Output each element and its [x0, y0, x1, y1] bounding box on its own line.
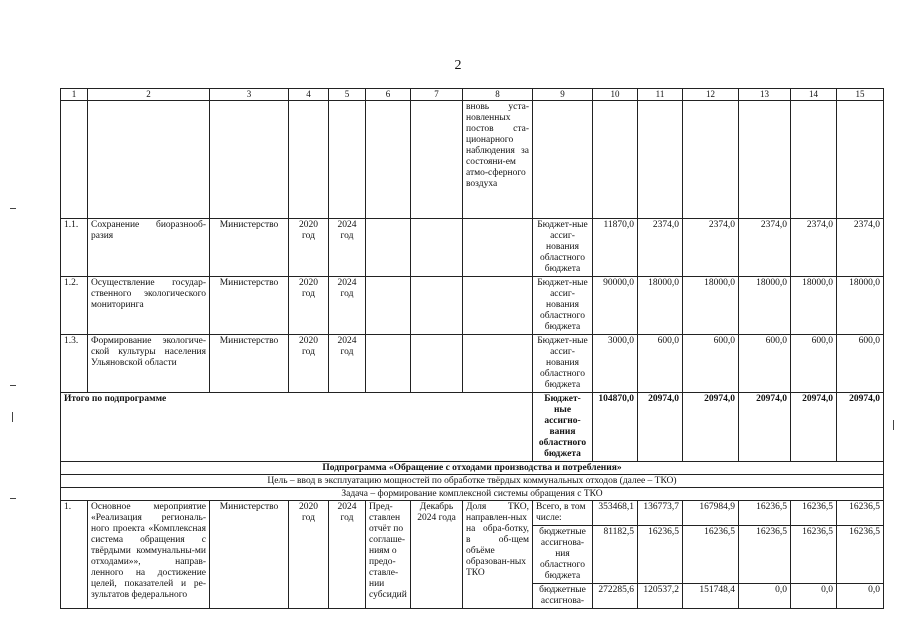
executor: Министерство	[210, 277, 289, 335]
year-value: 16236,5	[791, 526, 837, 584]
funding-source: бюджетные ассигнова-	[533, 584, 593, 609]
year-value: 0,0	[837, 584, 884, 609]
table-row	[61, 219, 884, 277]
start-year: 2020 год	[289, 219, 329, 277]
column-number: 6	[366, 89, 411, 101]
column-number: 11	[638, 89, 683, 101]
column-number: 9	[533, 89, 593, 101]
column-number-row	[61, 89, 884, 101]
funding-source: Бюджет-ные ассиг-нования областного бюджета	[533, 219, 593, 277]
year-value: 167984,9	[683, 501, 739, 526]
continued-row	[61, 101, 884, 219]
year-value: 2374,0	[837, 219, 884, 277]
year-value: 600,0	[837, 335, 884, 393]
year-value: 20974,0	[837, 393, 884, 462]
total-value: 3000,0	[593, 335, 638, 393]
year-value: 20974,0	[791, 393, 837, 462]
margin-mark	[10, 498, 16, 499]
subprogram-row	[61, 462, 884, 475]
table-row	[61, 335, 884, 393]
year-value: 2374,0	[683, 219, 739, 277]
year-value: 20974,0	[638, 393, 683, 462]
year-value: 16236,5	[683, 526, 739, 584]
year-value: 0,0	[791, 584, 837, 609]
year-value: 16236,5	[739, 526, 791, 584]
table-row	[61, 501, 884, 526]
funding-source: Бюджет-ные ассиг-нования областного бюджета	[533, 277, 593, 335]
row-number: 1.3.	[61, 335, 88, 393]
year-value: 16236,5	[837, 526, 884, 584]
year-value: 18000,0	[791, 277, 837, 335]
indicator-cell: Доля ТКО, направлен-ных на обра-ботку, в об-щем объёме образован-ных ТКО	[463, 501, 533, 609]
year-value: 18000,0	[739, 277, 791, 335]
start-year: 2020 год	[289, 501, 329, 609]
budget-table	[60, 88, 884, 609]
year-value: 2374,0	[739, 219, 791, 277]
year-value: 16236,5	[837, 501, 884, 526]
margin-mark	[893, 420, 894, 430]
total-value: 272285,6	[593, 584, 638, 609]
funding-source: Бюджет-ные ассиг-нования областного бюджета	[533, 335, 593, 393]
column-number: 7	[411, 89, 463, 101]
margin-mark	[10, 385, 16, 386]
column-number: 8	[463, 89, 533, 101]
column-number: 14	[791, 89, 837, 101]
total-label: Итого по подпрограмме	[61, 393, 533, 462]
year-value: 600,0	[638, 335, 683, 393]
executor: Министерство	[210, 219, 289, 277]
row-number: 1.1.	[61, 219, 88, 277]
task-row	[61, 488, 884, 501]
total-value: 81182,5	[593, 526, 638, 584]
year-value: 151748,4	[683, 584, 739, 609]
total-value: 90000,0	[593, 277, 638, 335]
year-value: 18000,0	[683, 277, 739, 335]
event-name: Формирование экологиче-ской культуры населения Ульяновской области	[88, 335, 210, 393]
column-number: 15	[837, 89, 884, 101]
column-number: 3	[210, 89, 289, 101]
page-number: 2	[454, 58, 462, 73]
year-value: 2374,0	[638, 219, 683, 277]
column-number: 13	[739, 89, 791, 101]
event-name: Осуществление государ-ственного экологического мониторинга	[88, 277, 210, 335]
year-value: 18000,0	[837, 277, 884, 335]
result-cell: Пред-ставлен отчёт по соглаше-ниям о предо-ставле-нии субсидий	[366, 501, 411, 609]
executor: Министерство	[210, 501, 289, 609]
column-number: 10	[593, 89, 638, 101]
column-number: 4	[289, 89, 329, 101]
year-value: 136773,7	[638, 501, 683, 526]
column-number: 5	[329, 89, 366, 101]
column-number: 1	[61, 89, 88, 101]
year-value: 600,0	[791, 335, 837, 393]
margin-mark	[10, 208, 16, 209]
column-number: 2	[88, 89, 210, 101]
event-name: Сохранение биоразнооб-разия	[88, 219, 210, 277]
executor: Министерство	[210, 335, 289, 393]
start-year: 2020 год	[289, 277, 329, 335]
event-name: Основное мероприятие «Реализация региональ-ного проекта «Комплексная система обращения с твёрдыми коммунальны-ми отходами»», направ-ленного на достижение целей, показателей и ре-зультатов федерального	[88, 501, 210, 609]
total-value: 11870,0	[593, 219, 638, 277]
start-year: 2020 год	[289, 335, 329, 393]
end-year: 2024 год	[329, 219, 366, 277]
total-value: 104870,0	[593, 393, 638, 462]
column-number: 12	[683, 89, 739, 101]
end-year: 2024 год	[329, 277, 366, 335]
year-value: 16236,5	[638, 526, 683, 584]
year-value: 0,0	[739, 584, 791, 609]
total-funding-source: Бюджет-ные ассигно-вания областного бюджета	[533, 393, 593, 462]
year-value: 2374,0	[791, 219, 837, 277]
funding-source: Всего, в том числе:	[533, 501, 593, 526]
row-number: 1.2.	[61, 277, 88, 335]
table-row	[61, 277, 884, 335]
total-row	[61, 393, 884, 462]
year-value: 120537,2	[638, 584, 683, 609]
year-value: 18000,0	[638, 277, 683, 335]
funding-source: бюджетные ассигнова-ния областного бюджета	[533, 526, 593, 584]
subprogram-title: Подпрограмма «Обращение с отходами производства и потребления»	[61, 462, 884, 475]
year-value: 600,0	[739, 335, 791, 393]
goal-row	[61, 475, 884, 488]
goal-text: Цель – ввод в эксплуатацию мощностей по обработке твёрдых коммунальных отходов (далее – ТКО)	[61, 475, 884, 488]
end-year: 2024 год	[329, 501, 366, 609]
year-value: 16236,5	[739, 501, 791, 526]
total-value: 353468,1	[593, 501, 638, 526]
indicator-cell: вновь уста-новленных постов ста-ционарного наблюдения за состояни-ем атмо-сферного воздуха	[463, 101, 533, 219]
end-year: 2024 год	[329, 335, 366, 393]
year-value: 16236,5	[791, 501, 837, 526]
margin-mark	[12, 412, 13, 422]
task-text: Задача – формирование комплексной системы обращения с ТКО	[61, 488, 884, 501]
year-value: 20974,0	[683, 393, 739, 462]
row-number: 1.	[61, 501, 88, 609]
year-value: 20974,0	[739, 393, 791, 462]
year-value: 600,0	[683, 335, 739, 393]
deadline-cell: Декабрь 2024 года	[411, 501, 463, 609]
